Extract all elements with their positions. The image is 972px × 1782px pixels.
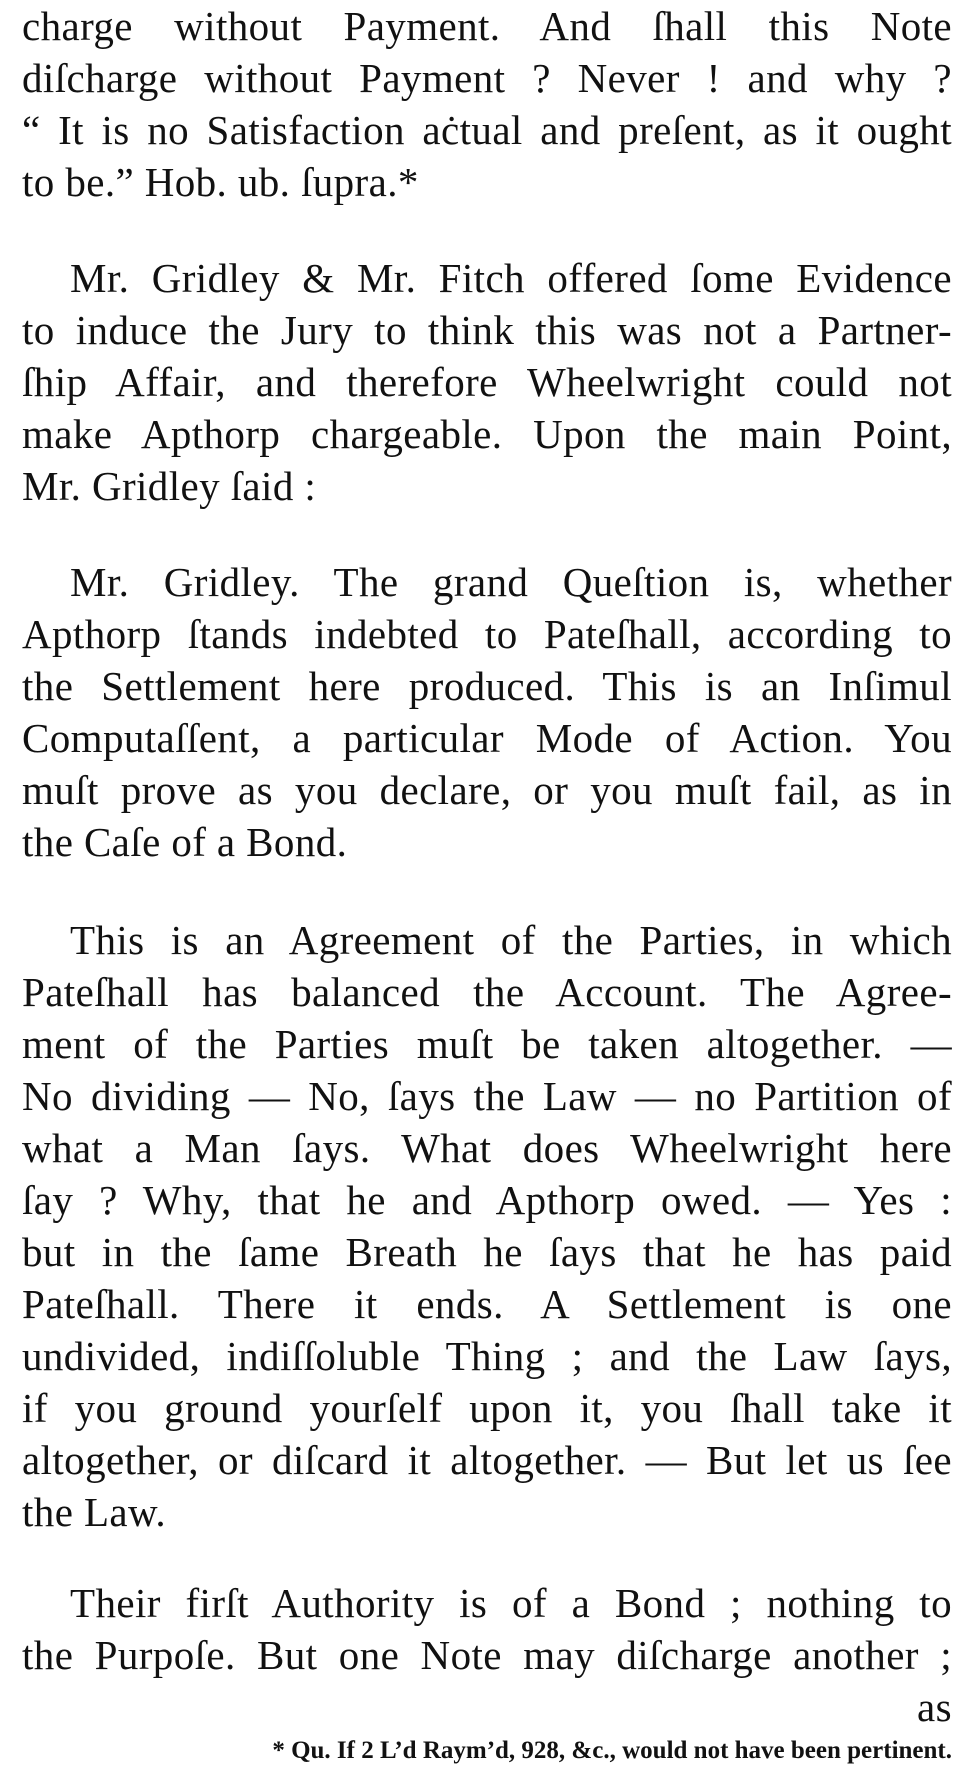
text-line: Pateſhall. There it ends. A Settlement is one xyxy=(22,1281,952,1327)
text-line: diſcharge without Payment ? Never ! and why ? xyxy=(22,55,952,101)
text-line: the Purpoſe. But one Note may diſcharge another ; xyxy=(22,1632,952,1678)
text-line: ſhip Affair, and therefore Wheelwright could not xyxy=(22,359,952,405)
text-line: to induce the Jury to think this was not a Partner- xyxy=(22,307,952,353)
text-line: ſay ? Why, that he and Apthorp owed. — Yes : xyxy=(22,1177,952,1223)
text-line: Pateſhall has balanced the Account. The Agree- xyxy=(22,969,952,1015)
text-line: Their firſt Authority is of a Bond ; nothing to xyxy=(70,1580,952,1626)
text-line: No dividing — No, ſays the Law — no Partition of xyxy=(22,1073,952,1119)
text-line: This is an Agreement of the Parties, in which xyxy=(70,917,952,963)
text-line: “ It is no Satisfaction aċtual and preſent, as it ought xyxy=(22,107,952,153)
text-line: charge without Payment. And ſhall this Note xyxy=(22,3,952,49)
paragraph-3 xyxy=(22,556,952,868)
catchword: as xyxy=(917,1684,952,1730)
text-line: if you ground yourſelf upon it, you ſhall take it xyxy=(22,1385,952,1431)
paragraph-1 xyxy=(22,0,952,208)
text-line: but in the ſame Breath he ſays that he has paid xyxy=(22,1229,952,1275)
text-line: make Apthorp chargeable. Upon the main Point, xyxy=(22,411,952,457)
text-line: to be.” Hob. ub. ſupra.* xyxy=(22,159,419,205)
text-line: altogether, or diſcard it altogether. — But let us ſee xyxy=(22,1437,952,1483)
text-line: Mr. Gridley ſaid : xyxy=(22,463,317,509)
paragraph-4 xyxy=(22,914,952,1538)
text-line: Mr. Gridley. The grand Queſtion is, whether xyxy=(70,559,952,605)
text-line: muſt prove as you declare, or you muſt fail, as in xyxy=(22,767,952,813)
text-line: undivided, indiſſoluble Thing ; and the Law ſays, xyxy=(22,1333,952,1379)
text-line: what a Man ſays. What does Wheelwright here xyxy=(22,1125,952,1171)
text-line: Apthorp ſtands indebted to Pateſhall, according to xyxy=(22,611,952,657)
text-line: the Law. xyxy=(22,1489,166,1535)
paragraph-2 xyxy=(22,252,952,512)
text-line: Mr. Gridley & Mr. Fitch offered ſome Evidence xyxy=(70,255,952,301)
footnote: * Qu. If 2 L’d Raym’d, 928, &c., would not have been pertinent. xyxy=(272,1737,952,1764)
text-line: the Caſe of a Bond. xyxy=(22,819,348,865)
text-line: Computaſſent, a particular Mode of Action. You xyxy=(22,715,952,761)
text-line: ment of the Parties muſt be taken altogether. — xyxy=(22,1021,952,1067)
text-line: the Settlement here produced. This is an Inſimul xyxy=(22,663,952,709)
paragraph-5 xyxy=(22,1577,952,1733)
